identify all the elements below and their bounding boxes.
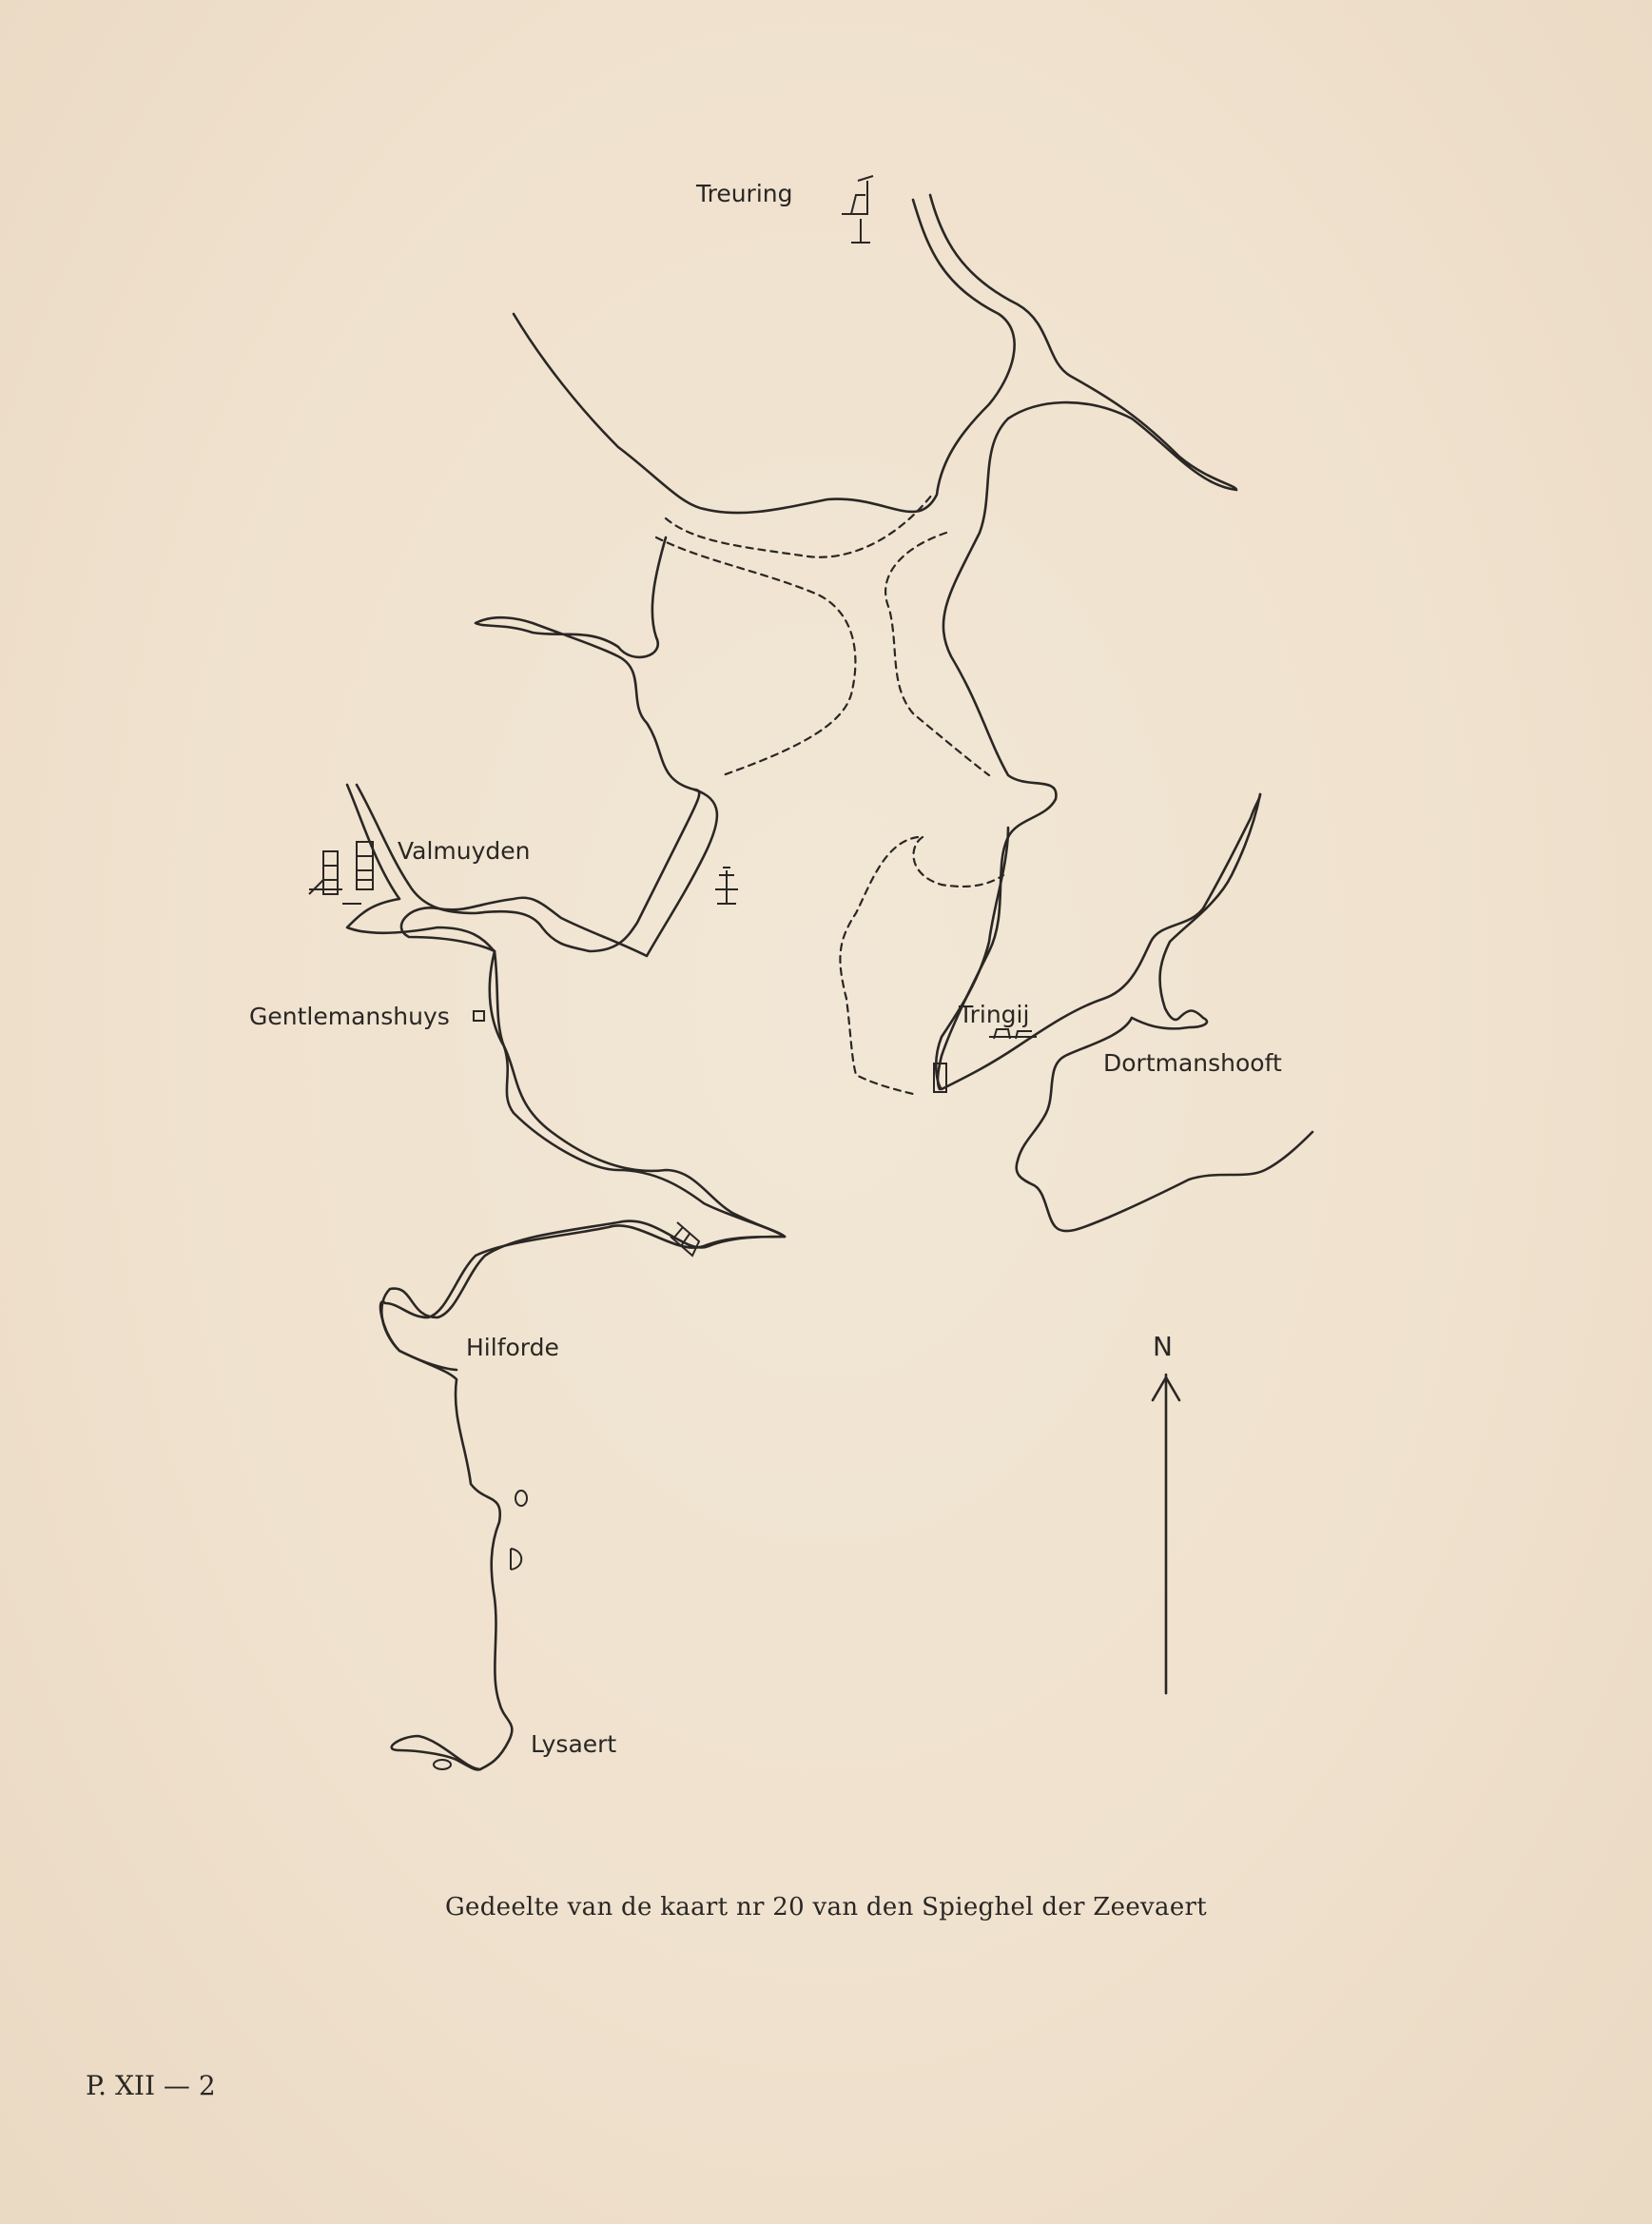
coastline-west-south	[495, 951, 785, 1237]
label-gentlemanshuys: Gentlemanshuys	[249, 1003, 450, 1030]
coastline-middle-west	[380, 537, 785, 1370]
coastline-hilforde-bay	[381, 1221, 785, 1769]
coastline-dortmans-arm	[1132, 794, 1260, 1028]
gentlemanshuys-house-icon	[474, 1011, 484, 1021]
north-letter: N	[1153, 1331, 1173, 1362]
coastlines	[347, 195, 1312, 1770]
islet-marks	[511, 1491, 527, 1570]
dashed-tracks	[656, 495, 1003, 1094]
valmuyden-houses-icon	[309, 842, 373, 904]
coastline-upper-west	[514, 314, 704, 509]
north-arrow	[1153, 1331, 1179, 1693]
track-tringij-loop	[840, 837, 1003, 1094]
label-hilforde: Hilforde	[466, 1334, 559, 1361]
coastline-ne-left-bank	[704, 200, 1015, 513]
anchor-icon	[715, 868, 738, 904]
tringij-buildings-icon	[934, 1029, 1037, 1092]
coastline-lysaert-curl	[392, 1736, 480, 1770]
coastline-valmuyden-inner	[357, 785, 699, 951]
label-tringij: Tringij	[959, 1001, 1030, 1028]
treuring-tower-icon	[842, 176, 873, 243]
coastline-tringij	[936, 794, 1260, 1089]
label-valmuyden: Valmuyden	[398, 837, 531, 865]
islet-mark-south	[511, 1549, 521, 1570]
coastline-ne-right-bank	[930, 195, 1236, 1089]
track-east-channel	[885, 533, 989, 775]
islet-mark-north	[515, 1491, 527, 1506]
label-treuring: Treuring	[696, 180, 793, 207]
map-glyphs	[309, 176, 1037, 1769]
plate-number: P. XII — 2	[86, 2070, 216, 2101]
label-lysaert: Lysaert	[531, 1730, 617, 1758]
label-dortmanshooft: Dortmanshooft	[1103, 1049, 1282, 1077]
map-caption: Gedeelte van de kaart nr 20 van den Spieghel der Zeevaert	[444, 1893, 1208, 1922]
track-center-loop	[656, 537, 855, 775]
lysaert-islet-icon	[434, 1760, 451, 1769]
